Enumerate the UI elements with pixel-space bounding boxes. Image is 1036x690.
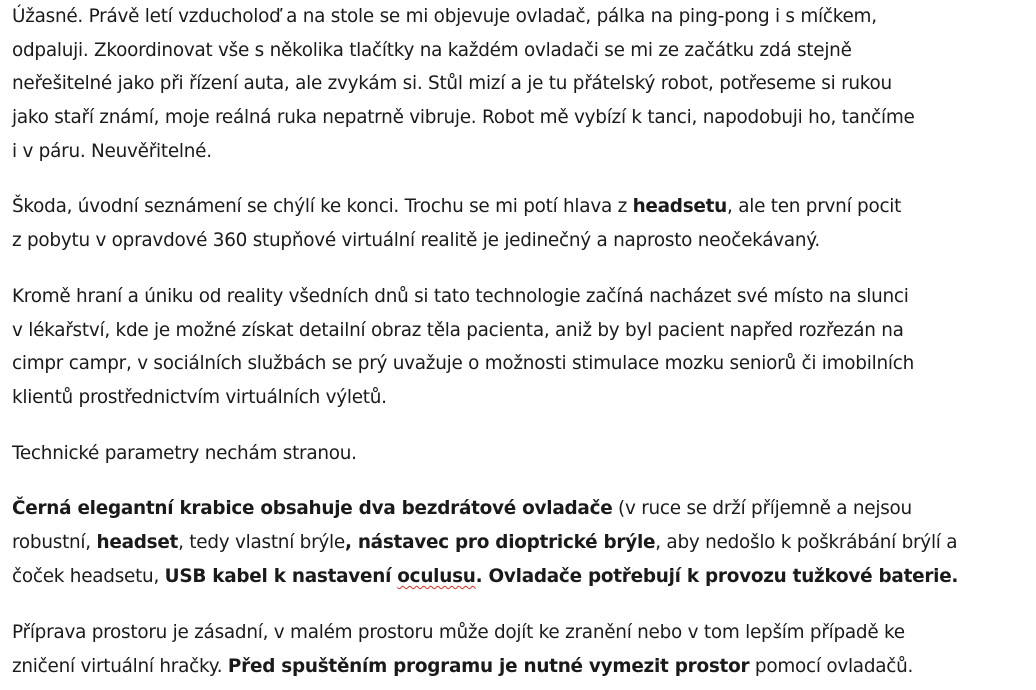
paragraph-1 xyxy=(12,0,1022,169)
text-run: , ale ten první pocit xyxy=(727,196,902,218)
bold-text-run: , nástavec pro dioptrické brýle xyxy=(344,532,656,554)
bold-text-run: headset xyxy=(96,532,179,554)
paragraph-spacing xyxy=(12,594,1022,617)
bold-text-run: . Ovladače potřebují k provozu tužkové baterie. xyxy=(475,565,959,587)
paragraph-5 xyxy=(12,492,1022,593)
text-line xyxy=(12,190,1022,224)
document-body[interactable] xyxy=(12,0,1022,683)
text-run: čoček headsetu, xyxy=(12,565,165,587)
paragraph-3 xyxy=(12,280,1022,415)
bold-text-run: Černá elegantní krabice obsahuje dva bezdrátové ovladače xyxy=(12,498,613,520)
text-line: Technické parametry nechám stranou. xyxy=(12,443,357,465)
text-line: klientů prostřednictvím virtuálních výletů. xyxy=(12,387,387,409)
text-line xyxy=(12,526,1022,560)
paragraph-4 xyxy=(12,437,1022,471)
text-line: cimpr campr, v sociálních službách se prý uvažuje o možnosti stimulace mozku seniorů či imobilních xyxy=(12,353,914,375)
text-run: , aby nedošlo k poškrábání brýlí a xyxy=(655,532,958,554)
paragraph-spacing xyxy=(12,415,1022,438)
paragraph-spacing xyxy=(12,257,1022,280)
text-line: Kromě hraní a úniku od reality všedních dnů si tato technologie začíná nacházet své místo na slunci xyxy=(12,285,909,307)
text-line: jako staří známí, moje reálná ruka nepatrně vibruje. Robot mě vybízí k tanci, napodobuji ho, tančíme xyxy=(12,107,915,129)
paragraph-6 xyxy=(12,616,1022,683)
paragraph-2 xyxy=(12,190,1022,257)
paragraph-spacing xyxy=(12,169,1022,191)
text-run: robustní, xyxy=(12,532,97,554)
spellcheck-flagged-word[interactable]: oculusu xyxy=(397,565,476,587)
bold-text-run: USB kabel k nastavení xyxy=(164,565,398,587)
text-run: pomocí ovladačů. xyxy=(749,655,914,677)
text-run: zničení virtuální hračky. xyxy=(12,655,228,677)
text-line: neřešitelné jako při řízení auta, ale zvykám si. Stůl mizí a je tu přátelský robot, potřeseme si rukou xyxy=(12,73,892,95)
text-line: i v páru. Neuvěřitelné. xyxy=(12,140,212,162)
text-line: Úžasné. Právě letí vzducholoď a na stole se mi objevuje ovladač, pálka na ping-pong i s míčkem, xyxy=(12,6,877,27)
text-line: Příprava prostoru je zásadní, v malém prostoru může dojít ke zranění nebo v tom lepším případě ke xyxy=(12,622,905,644)
text-run: (v ruce se drží příjemně a nejsou xyxy=(612,498,912,520)
text-run: Škoda, úvodní seznámení se chýlí ke konci. Trochu se mi potí hlava z xyxy=(12,196,633,218)
bold-text-run: Před spuštěním programu je nutné vymezit prostor xyxy=(227,655,750,677)
text-line: z pobytu v opravdové 360 stupňové virtuální realitě je jedinečný a naprosto neočekávaný. xyxy=(12,229,820,251)
text-run: , tedy vlastní brýle xyxy=(178,532,345,554)
text-line: v lékařství, kde je možné získat detailní obraz těla pacienta, aniž by byl pacient napřed rozřezán na xyxy=(12,319,904,341)
paragraph-spacing xyxy=(12,471,1022,493)
text-line xyxy=(12,560,1022,594)
text-line: odpaluji. Zkoordinovat vše s několika tlačítky na každém ovladači se mi ze začátku zdá stejně xyxy=(12,39,852,61)
bold-text-run: headsetu xyxy=(632,196,728,218)
text-line xyxy=(12,492,1022,526)
text-line xyxy=(12,650,1022,684)
